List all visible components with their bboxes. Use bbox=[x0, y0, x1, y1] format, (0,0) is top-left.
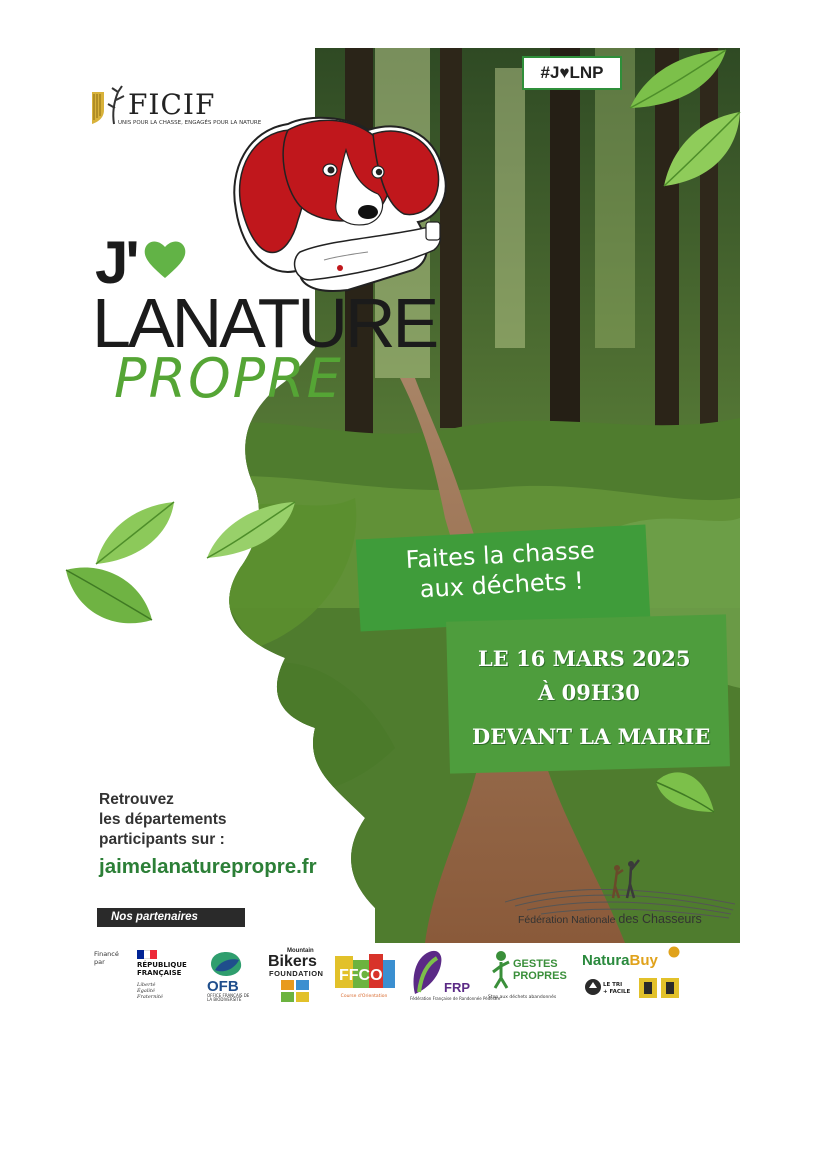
ffco-logo-icon bbox=[333, 950, 397, 994]
leaf-icon bbox=[94, 500, 176, 566]
svg-text:FFCO: FFCO bbox=[339, 967, 383, 984]
rf-name bbox=[137, 961, 187, 977]
republique-francaise-logo bbox=[137, 950, 199, 1006]
partners-heading: Nos partenaires bbox=[97, 908, 245, 927]
info-line-3: participants sur : bbox=[99, 831, 225, 849]
frp-mark-icon bbox=[409, 948, 445, 996]
naturabuy-logo bbox=[582, 952, 658, 969]
fnc-label-small: Fédération Nationale bbox=[518, 914, 616, 926]
leaf-icon bbox=[62, 560, 154, 632]
fnc-label bbox=[518, 912, 702, 926]
nb-accent: Buy bbox=[629, 952, 658, 969]
leaf-icon bbox=[628, 48, 728, 110]
leaf-icon bbox=[205, 500, 297, 560]
french-flag-icon bbox=[137, 950, 157, 959]
rf-motto-1: Liberté bbox=[137, 982, 156, 988]
mb-small: Mountain bbox=[287, 948, 314, 954]
mb-big: Bikers bbox=[268, 953, 317, 970]
ofb-subtitle: OFFICE FRANÇAIS DE LA BIODIVERSITÉ bbox=[207, 993, 250, 1003]
leaf-icon bbox=[662, 110, 742, 188]
gp-line-1: GESTES bbox=[513, 958, 558, 970]
gestes-propres-subtitle: Stop aux déchets abandonnés bbox=[488, 995, 557, 1000]
heart-icon bbox=[143, 238, 187, 280]
mb-tiles-icon bbox=[281, 980, 309, 1002]
rf-line-2: FRANÇAISE bbox=[137, 969, 182, 978]
event-place: DEVANT LA MAIRIE bbox=[472, 724, 711, 749]
ofb-name: OFB bbox=[207, 978, 239, 995]
ofb-mark-icon bbox=[209, 950, 243, 978]
ffco-subtitle: Course d'Orientation bbox=[340, 994, 388, 999]
event-time: À 09H30 bbox=[538, 680, 640, 705]
gestes-propres-name bbox=[513, 958, 567, 982]
gp-line-2: PROPRES bbox=[513, 970, 567, 983]
title-propre: PROPRE bbox=[114, 347, 343, 410]
nb-badge-icon bbox=[668, 946, 680, 958]
frp-name: FRP bbox=[444, 980, 470, 995]
banner-line-2: aux déchets ! bbox=[419, 566, 585, 604]
finance-label-2: par bbox=[94, 958, 105, 967]
leaf-icon bbox=[654, 762, 716, 814]
nb-badge-1: LE TRI bbox=[603, 982, 623, 988]
finance-label bbox=[94, 950, 119, 967]
ficif-logo bbox=[88, 84, 262, 132]
nb-badge-2: + FACILE bbox=[603, 988, 631, 995]
title-la-nature: LANATURE bbox=[92, 284, 437, 362]
hashtag-badge: #J♥LNP bbox=[522, 56, 622, 90]
ficif-tagline: UNIS POUR LA CHASSE, ENGAGÉS POUR LA NATURE bbox=[118, 120, 262, 126]
ficif-name: FICIF bbox=[128, 88, 216, 121]
title-j: J' bbox=[95, 229, 137, 296]
fnc-label-big: des Chasseurs bbox=[618, 912, 702, 926]
gestes-propres-icon bbox=[490, 950, 512, 990]
info-line-1: Retrouvez bbox=[99, 791, 174, 808]
frp-subtitle: Fédération Française de Randonnée Pédestre bbox=[410, 996, 501, 1001]
info-text bbox=[99, 790, 227, 850]
recycle-icon bbox=[584, 978, 602, 996]
finance-label-1: Financé bbox=[94, 950, 119, 958]
rf-motto bbox=[137, 982, 163, 1000]
rf-line-1: RÉPUBLIQUE bbox=[137, 961, 187, 969]
nb-tri-badge bbox=[603, 982, 630, 995]
info-line-2: les départements bbox=[99, 811, 227, 829]
website-link[interactable]: jaimelanaturepropre.fr bbox=[99, 855, 317, 878]
mb-foundation: FOUNDATION bbox=[269, 969, 324, 978]
dog-illustration bbox=[228, 110, 463, 295]
banner-line-1: Faites la chasse bbox=[405, 536, 596, 574]
event-date: LE 16 MARS 2025 bbox=[478, 646, 691, 671]
rf-motto-3: Fraternité bbox=[137, 994, 163, 1000]
bins-icon bbox=[639, 978, 679, 998]
rf-motto-2: Égalité bbox=[137, 988, 155, 994]
nb-main: Natura bbox=[582, 952, 630, 969]
